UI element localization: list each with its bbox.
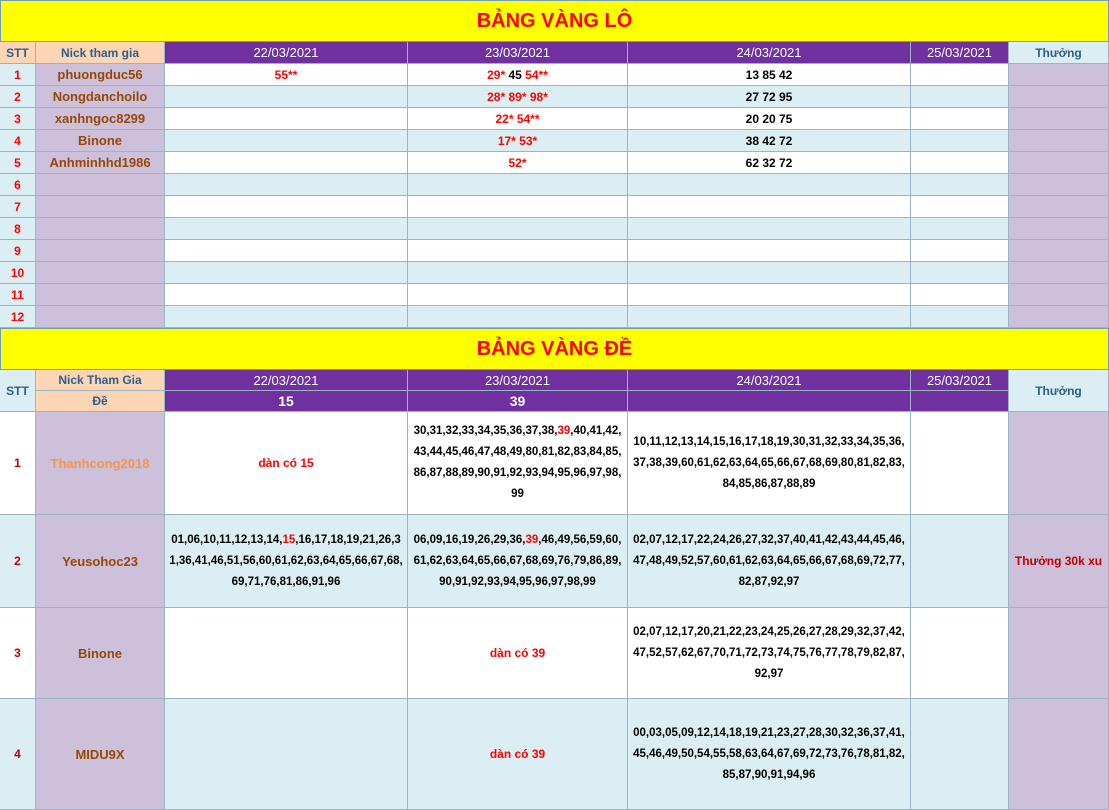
- de-header-nick[interactable]: Nick Tham Gia: [36, 370, 165, 391]
- lo-row-2-nick[interactable]: Nongdanchoilo: [36, 86, 165, 108]
- de-row-1-date-3[interactable]: 10,11,12,13,14,15,16,17,18,19,30,31,32,33,34,35,36,37,38,39,60,61,62,63,64,65,66,67,68,69,80,81,82,83,84,85,86,87,88,89: [628, 412, 911, 515]
- de-row-4-date-1[interactable]: [165, 699, 408, 810]
- lo-row-6-stt[interactable]: 6: [0, 174, 36, 196]
- lo-row-10-stt[interactable]: 10: [0, 262, 36, 284]
- de-row-1-reward[interactable]: [1009, 412, 1109, 515]
- lo-row-10-nick[interactable]: [36, 262, 165, 284]
- lo-row-7-d2[interactable]: [408, 196, 628, 218]
- lo-row-5-d1[interactable]: [165, 152, 408, 174]
- lo-header-reward[interactable]: Thưởng: [1009, 42, 1109, 64]
- lo-row-8-rw[interactable]: [1009, 218, 1109, 240]
- lo-row-6-rw[interactable]: [1009, 174, 1109, 196]
- de-header-date-1[interactable]: 22/03/2021: [165, 370, 408, 391]
- lo-row-4-d3[interactable]: 38 42 72: [628, 130, 911, 152]
- lo-row-8-d4[interactable]: [911, 218, 1009, 240]
- lo-row-11-d2[interactable]: [408, 284, 628, 306]
- de-header-date-2[interactable]: 23/03/2021: [408, 370, 628, 391]
- de-row-4-reward[interactable]: [1009, 699, 1109, 810]
- de-row-1-date-2-pre: 30,31,32,33,34,35,36,37,38,: [413, 425, 558, 437]
- lo-row-5-rw[interactable]: [1009, 152, 1109, 174]
- lo-row-5-d2-red1: 52*: [508, 155, 527, 170]
- de-header-de[interactable]: Đề: [36, 391, 165, 412]
- lo-row-4-stt[interactable]: 4: [0, 130, 36, 152]
- de-row-4-date-2[interactable]: dàn có 39: [408, 699, 628, 810]
- de-row-2-nick[interactable]: Yeusohoc23: [36, 515, 165, 608]
- lo-row-9-d4[interactable]: [911, 240, 1009, 262]
- de-row-4-date-4[interactable]: [911, 699, 1009, 810]
- lo-row-1-stt[interactable]: 1: [0, 64, 36, 86]
- lo-row-5-stt[interactable]: 5: [0, 152, 36, 174]
- lo-header-stt[interactable]: STT: [0, 42, 36, 64]
- de-result-4[interactable]: [911, 391, 1009, 412]
- lo-row-7-d3[interactable]: [628, 196, 911, 218]
- de-row-1-nick[interactable]: Thanhcong2018: [36, 412, 165, 515]
- lo-row-11-rw[interactable]: [1009, 284, 1109, 306]
- lo-row-10-d3[interactable]: [628, 262, 911, 284]
- lo-row-1-d2-red2: 54**: [525, 67, 548, 82]
- lo-row-7-d4[interactable]: [911, 196, 1009, 218]
- lo-row-6-nick[interactable]: [36, 174, 165, 196]
- lo-row-1-d3[interactable]: 13 85 42: [628, 64, 911, 86]
- de-row-3-date-2[interactable]: dàn có 39: [408, 608, 628, 699]
- de-row-1-date-2-hit: 39: [557, 425, 571, 437]
- lo-row-2-rw[interactable]: [1009, 86, 1109, 108]
- lo-row-12-stt[interactable]: 12: [0, 306, 36, 328]
- lo-row-1-rw[interactable]: [1009, 64, 1109, 86]
- lo-row-3-d3[interactable]: 20 20 75: [628, 108, 911, 130]
- lo-row-11-nick[interactable]: [36, 284, 165, 306]
- lo-row-12-nick[interactable]: [36, 306, 165, 328]
- lo-header-date-1[interactable]: 22/03/2021: [165, 42, 408, 64]
- lo-row-6-d1[interactable]: [165, 174, 408, 196]
- lo-row-9-stt[interactable]: 9: [0, 240, 36, 262]
- lo-row-2-d4[interactable]: [911, 86, 1009, 108]
- lo-row-11-d3[interactable]: [628, 284, 911, 306]
- de-row-2-date-2[interactable]: [408, 515, 628, 608]
- lo-row-5-d4[interactable]: [911, 152, 1009, 174]
- lo-row-9-d2[interactable]: [408, 240, 628, 262]
- de-row-2-date-2-pre: 06,09,16,19,26,29,36,: [413, 533, 526, 546]
- lo-row-11-d4[interactable]: [911, 284, 1009, 306]
- lo-row-4-d2-red1: 17* 53*: [497, 133, 538, 148]
- de-result-2[interactable]: 39: [408, 391, 628, 412]
- de-title-banner: [0, 328, 1109, 370]
- de-row-3-date-3[interactable]: 02,07,12,17,20,21,22,23,24,25,26,27,28,29,32,37,42,47,52,57,62,67,70,71,72,73,74,75,76,77,78,79,82,87,92,97: [628, 608, 911, 699]
- de-row-4-stt[interactable]: 4: [0, 699, 36, 810]
- lo-row-3-d1[interactable]: [165, 108, 408, 130]
- de-row-1-date-2[interactable]: [408, 412, 628, 515]
- lo-title: BẢNG VÀNG LÔ: [476, 9, 633, 32]
- de-header-reward[interactable]: Thưởng: [1009, 370, 1109, 412]
- lo-row-8-d2[interactable]: [408, 218, 628, 240]
- de-row-3-date-4[interactable]: [911, 608, 1009, 699]
- de-row-2-date-1-post: ,16,17,18,19,21,26,31,36,41,46,51,56,60,61,62,63,64,65,66,67,68,69,71,76,81,86,91,96: [169, 533, 403, 588]
- lo-row-8-nick[interactable]: [36, 218, 165, 240]
- de-row-2-stt[interactable]: 2: [0, 515, 36, 608]
- lo-row-9-nick[interactable]: [36, 240, 165, 262]
- lo-row-12-d4[interactable]: [911, 306, 1009, 328]
- lo-row-11-stt[interactable]: 11: [0, 284, 36, 306]
- lo-header-date-2[interactable]: 23/03/2021: [408, 42, 628, 64]
- lo-header-nick[interactable]: Nick tham gia: [36, 42, 165, 64]
- lo-row-12-rw[interactable]: [1009, 306, 1109, 328]
- de-row-3-reward[interactable]: [1009, 608, 1109, 699]
- lo-row-2-d3[interactable]: 27 72 95: [628, 86, 911, 108]
- de-header-date-3[interactable]: 24/03/2021: [628, 370, 911, 391]
- lo-row-6-d3[interactable]: [628, 174, 911, 196]
- de-row-3-date-1[interactable]: [165, 608, 408, 699]
- lo-row-7-rw[interactable]: [1009, 196, 1109, 218]
- lo-row-5-d2[interactable]: [408, 152, 628, 174]
- de-row-2-date-1-hit: 15: [282, 533, 296, 546]
- lo-row-8-d3[interactable]: [628, 218, 911, 240]
- lo-row-7-stt[interactable]: 7: [0, 196, 36, 218]
- lo-row-4-rw[interactable]: [1009, 130, 1109, 152]
- lo-row-9-rw[interactable]: [1009, 240, 1109, 262]
- lo-row-12-d1[interactable]: [165, 306, 408, 328]
- lo-row-12-d2[interactable]: [408, 306, 628, 328]
- lo-row-6-d2[interactable]: [408, 174, 628, 196]
- lo-row-7-d1[interactable]: [165, 196, 408, 218]
- lo-row-3-rw[interactable]: [1009, 108, 1109, 130]
- lo-row-3-d2[interactable]: [408, 108, 628, 130]
- de-row-2-date-1[interactable]: [165, 515, 408, 608]
- de-row-3-nick[interactable]: Binone: [36, 608, 165, 699]
- lo-row-10-rw[interactable]: [1009, 262, 1109, 284]
- lo-row-3-stt[interactable]: 3: [0, 108, 36, 130]
- de-header-stt[interactable]: STT: [0, 370, 36, 412]
- lo-row-10-d2[interactable]: [408, 262, 628, 284]
- de-row-2-date-2-hit: 39: [525, 533, 539, 546]
- lo-row-3-d2-red1: 22* 54**: [495, 111, 540, 126]
- de-row-2-date-2-post: ,46,49,56,59,60,61,62,63,64,65,66,67,68,69,76,79,86,89,90,91,92,93,94,95,96,97,98,99: [413, 533, 622, 588]
- lo-row-12-d3[interactable]: [628, 306, 911, 328]
- de-result-1[interactable]: 15: [165, 391, 408, 412]
- lo-header-date-4[interactable]: 25/03/2021: [911, 42, 1009, 64]
- de-row-1-date-1[interactable]: dàn có 15: [165, 412, 408, 515]
- de-row-2-date-3[interactable]: 02,07,12,17,22,24,26,27,32,37,40,41,42,43,44,45,46,47,48,49,52,57,60,61,62,63,64,65,66,67,68,69,72,77,82,87,92,97: [628, 515, 911, 608]
- lo-row-9-d1[interactable]: [165, 240, 408, 262]
- lo-row-5-nick[interactable]: Anhminhhd1986: [36, 152, 165, 174]
- de-row-3-stt[interactable]: 3: [0, 608, 36, 699]
- de-row-2-reward[interactable]: Thưởng 30k xu: [1009, 515, 1109, 608]
- lo-row-2-stt[interactable]: 2: [0, 86, 36, 108]
- lo-row-1-d2[interactable]: [408, 64, 628, 86]
- de-row-1-date-2-post: ,40,41,42,43,44,45,46,47,48,49,80,81,82,83,84,85,86,87,88,89,90,91,92,93,94,95,96,97,98,99: [413, 425, 622, 500]
- lo-row-1-d1[interactable]: 55**: [165, 64, 408, 86]
- lo-row-1-d2-red1: 29*: [487, 67, 506, 82]
- lo-row-9-d3[interactable]: [628, 240, 911, 262]
- lo-row-4-nick[interactable]: Binone: [36, 130, 165, 152]
- lo-row-5-d3[interactable]: 62 32 72: [628, 152, 911, 174]
- lo-row-11-d1[interactable]: [165, 284, 408, 306]
- de-row-4-date-3[interactable]: 00,03,05,09,12,14,18,19,21,23,27,28,30,32,36,37,41,45,46,49,50,54,55,58,63,64,67,69,72,73,76,78,81,82,85,87,90,91,94,96: [628, 699, 911, 810]
- lo-header-date-3[interactable]: 24/03/2021: [628, 42, 911, 64]
- lo-title-banner: [0, 0, 1109, 42]
- lo-row-3-d4[interactable]: [911, 108, 1009, 130]
- lo-row-4-d2[interactable]: [408, 130, 628, 152]
- lo-row-2-d2-red1: 28* 89* 98*: [487, 89, 548, 104]
- de-result-3[interactable]: [628, 391, 911, 412]
- lo-row-10-d1[interactable]: [165, 262, 408, 284]
- lo-row-8-d1[interactable]: [165, 218, 408, 240]
- lo-row-8-stt[interactable]: 8: [0, 218, 36, 240]
- de-row-1-date-4[interactable]: [911, 412, 1009, 515]
- lo-row-3-nick[interactable]: xanhngoc8299: [36, 108, 165, 130]
- lo-row-6-d4[interactable]: [911, 174, 1009, 196]
- lo-row-2-d1[interactable]: [165, 86, 408, 108]
- de-header-date-4[interactable]: 25/03/2021: [911, 370, 1009, 391]
- de-row-1-stt[interactable]: 1: [0, 412, 36, 515]
- lo-row-1-nick[interactable]: phuongduc56: [36, 64, 165, 86]
- lo-row-1-d2-black: 45: [505, 67, 526, 82]
- de-row-2-date-4[interactable]: [911, 515, 1009, 608]
- lo-row-1-d4[interactable]: [911, 64, 1009, 86]
- de-title: BẢNG VÀNG ĐỀ: [476, 337, 633, 360]
- de-row-2-date-1-pre: 01,06,10,11,12,13,14,: [171, 533, 283, 546]
- lo-row-10-d4[interactable]: [911, 262, 1009, 284]
- lo-row-2-d2[interactable]: [408, 86, 628, 108]
- de-row-4-nick[interactable]: MIDU9X: [36, 699, 165, 810]
- lo-row-4-d4[interactable]: [911, 130, 1009, 152]
- lo-row-4-d1[interactable]: [165, 130, 408, 152]
- lo-row-7-nick[interactable]: [36, 196, 165, 218]
